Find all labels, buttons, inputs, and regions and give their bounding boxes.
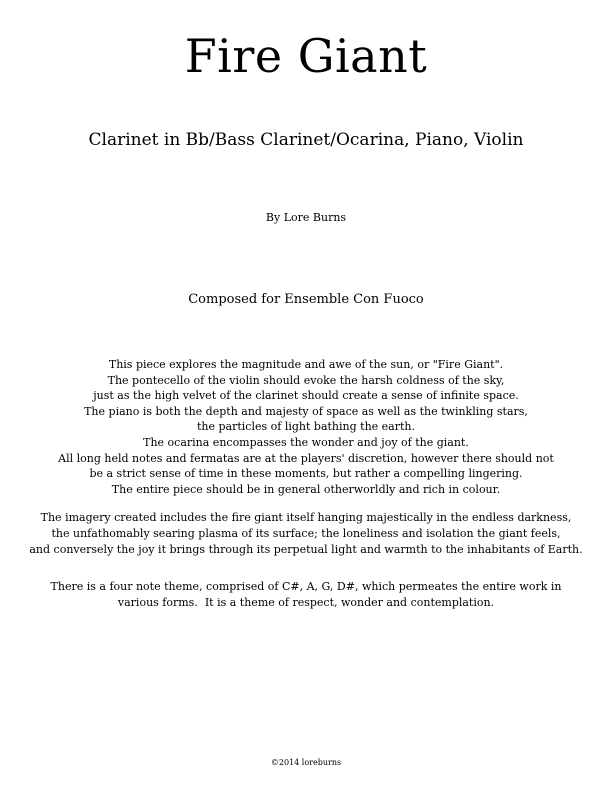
notes-line: the unfathomably searing plasma of its surface; the loneliness and isolation the giant feels, bbox=[51, 526, 561, 540]
notes-line: This piece explores the magnitude and awe of the sun, or "Fire Giant". bbox=[108, 358, 504, 371]
notes-line: The imagery created includes the fire giant itself hanging majestically in the endless darkness, bbox=[40, 511, 572, 525]
notes-line: The piano is both the depth and majesty of space as well as the twinkling stars, bbox=[84, 404, 528, 418]
notes-paragraph-3 bbox=[6, 579, 606, 610]
notes-paragraph-2 bbox=[6, 510, 606, 557]
notes-paragraph-1 bbox=[6, 357, 606, 497]
piece-title: Fire Giant bbox=[184, 29, 428, 83]
paragraph-spacer bbox=[6, 497, 606, 510]
notes-line: There is a four note theme, comprised of C#, A, G, D#, which permeates the entire work in bbox=[50, 580, 562, 594]
dedication: Composed for Ensemble Con Fuoco bbox=[188, 292, 424, 307]
notes-line: and conversely the joy it brings through its perpetual light and warmth to the inhabitants of Earth. bbox=[29, 542, 583, 556]
copyright-notice: ©2014 loreburns bbox=[270, 758, 342, 767]
instrumentation: Clarinet in Bb/Bass Clarinet/Ocarina, Piano, Violin bbox=[88, 130, 524, 150]
program-notes bbox=[6, 357, 606, 610]
paragraph-spacer bbox=[6, 557, 606, 579]
composer-credit: By Lore Burns bbox=[265, 211, 347, 224]
notes-line: just as the high velvet of the clarinet should create a sense of infinite space. bbox=[93, 389, 519, 403]
notes-line: The pontecello of the violin should evoke the harsh coldness of the sky, bbox=[107, 373, 505, 387]
notes-line: The ocarina encompasses the wonder and joy of the giant. bbox=[143, 435, 469, 449]
notes-line: be a strict sense of time in these moments, but rather a compelling lingering. bbox=[89, 467, 523, 481]
notes-line: All long held notes and fermatas are at the players' discretion, however there should not bbox=[58, 451, 554, 465]
notes-line: the particles of light bathing the earth. bbox=[197, 420, 415, 434]
notes-line: various forms. It is a theme of respect, wonder and contemplation. bbox=[117, 595, 495, 609]
notes-line: The entire piece should be in general otherworldly and rich in colour. bbox=[111, 482, 501, 496]
